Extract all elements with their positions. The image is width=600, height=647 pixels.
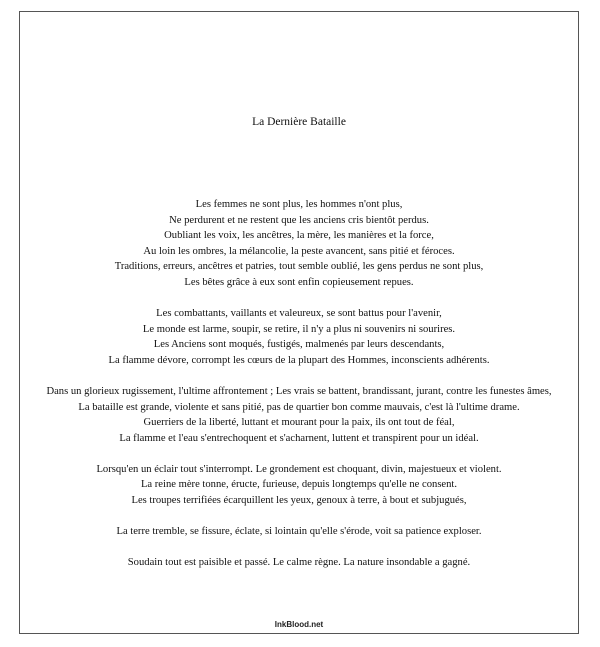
poem-line: Soudain tout est paisible et passé. Le calme règne. La nature insondable a gagné. [127, 557, 471, 569]
stanza-5 [20, 524, 578, 540]
footer-site-name: InkBlood.net [274, 620, 324, 629]
poem-line: La flamme et l'eau s'entrechoquent et s'acharnent, luttent et transpirent pour un idéal. [119, 432, 479, 444]
poem-line: Les combattants, vaillants et valeureux, se sont battus pour l'avenir, [156, 308, 442, 320]
poem-line: Les bêtes grâce à eux sont enfin copieusement repues. [184, 276, 414, 288]
page-frame [19, 11, 579, 634]
poem-line: Les femmes ne sont plus, les hommes n'ont plus, [195, 199, 403, 210]
stanza-4 [20, 462, 578, 509]
stanza-6 [20, 555, 578, 571]
poem-line: Les Anciens sont moqués, fustigés, malmenés par leurs descendants, [153, 339, 445, 351]
poem-line: Oubliant les voix, les ancêtres, la mère, les manières et la force, [164, 230, 434, 242]
poem-line: Les troupes terrifiées écarquillent les yeux, genoux à terre, à bout et subjugués, [131, 495, 467, 506]
poem-line: Le monde est larme, soupir, se retire, il n'y a plus ni souvenirs ni sourires. [142, 323, 456, 335]
poem-body [20, 197, 578, 586]
stanza-2 [20, 306, 578, 368]
poem-line: Dans un glorieux rugissement, l'ultime affrontement ; Les vrais se battent, brandissant, jurant, contre les funestes âmes, [46, 385, 552, 397]
poem-line: Traditions, erreurs, ancêtres et patries, tout semble oublié, les gens perdus ne sont plus, [114, 261, 484, 273]
stanza-1 [20, 197, 578, 291]
stanza-3 [20, 384, 578, 446]
poem-line: La terre tremble, se fissure, éclate, si lointain qu'elle s'érode, voit sa patience exploser. [116, 526, 482, 538]
poem-line: La reine mère tonne, éructe, furieuse, depuis longtemps qu'elle ne consent. [140, 479, 458, 491]
poem-line: La flamme dévore, corrompt les cœurs de la plupart des Hommes, inconscients adhérents. [108, 354, 490, 366]
poem-line: La bataille est grande, violente et sans pitié, pas de quartier bon comme mauvais, c'est là l'ultime drame. [78, 401, 520, 413]
poem-line: Lorsqu'en un éclair tout s'interrompt. Le grondement est choquant, divin, majestueux et violent. [96, 463, 502, 475]
poem-title: La Dernière Bataille [252, 116, 346, 128]
poem-line: Au loin les ombres, la mélancolie, la peste avancent, sans pitié et féroces. [143, 245, 455, 257]
poem-line: Guerriers de la liberté, luttant et mourant pour la paix, ils ont tout de féal, [143, 417, 455, 429]
poem-line: Ne perdurent et ne restent que les anciens cris bientôt perdus. [169, 214, 429, 226]
